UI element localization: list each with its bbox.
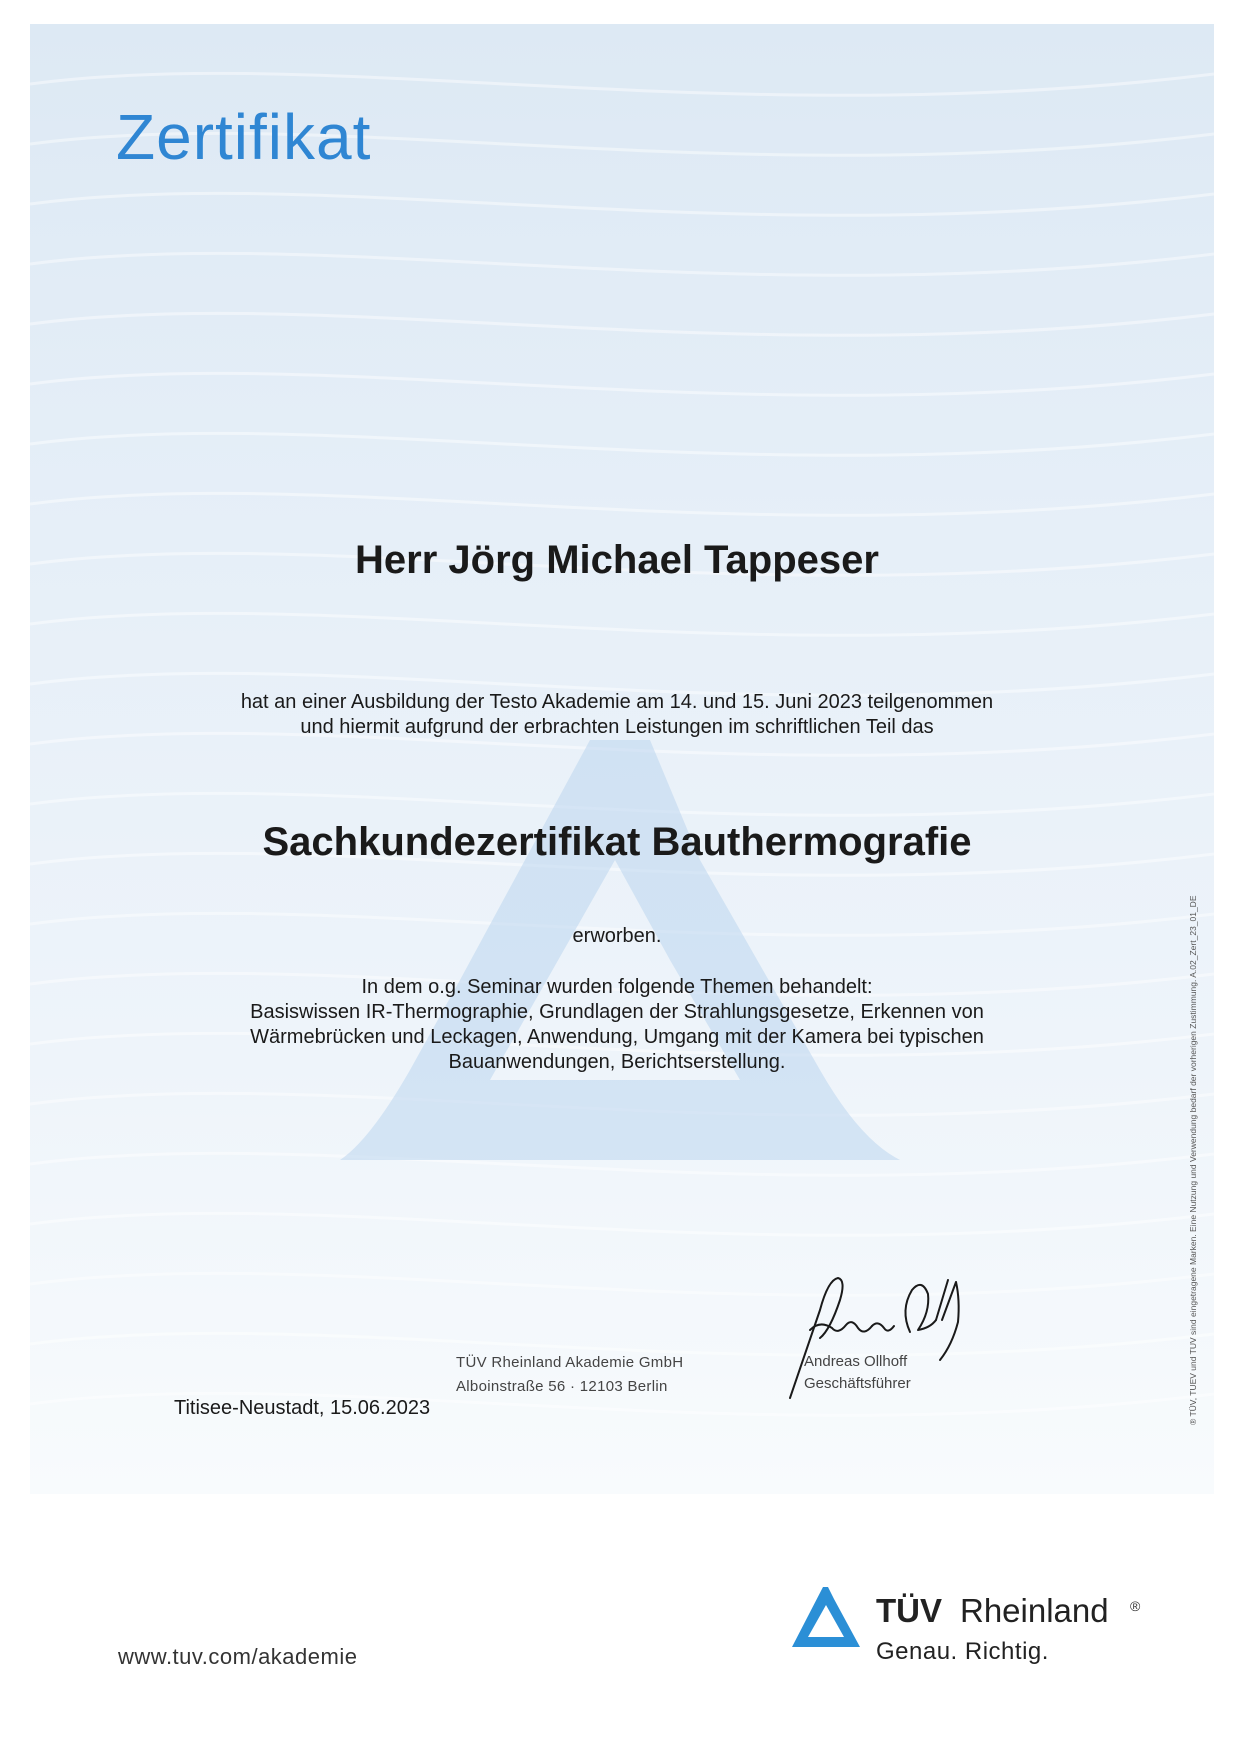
brand-slogan: Genau. Richtig.	[876, 1638, 1049, 1665]
certificate-name: Sachkundezertifikat Bauthermografie	[262, 820, 972, 864]
topics-text	[0, 975, 1234, 1075]
tuv-triangle-watermark-icon	[340, 740, 900, 1180]
registered-mark: ®	[1130, 1598, 1141, 1614]
intro-text	[0, 690, 1234, 740]
topics-intro: In dem o.g. Seminar wurden folgende Themen behandelt:	[361, 976, 873, 998]
recipient-name: Herr Jörg Michael Tappeser	[355, 538, 879, 582]
topics-line: Wärmebrücken und Leckagen, Anwendung, Umgang mit der Kamera bei typischen	[250, 1026, 984, 1048]
brand-name-bold: TÜV	[876, 1592, 942, 1629]
topics-line: Bauanwendungen, Berichtserstellung.	[448, 1051, 786, 1073]
issuer-address: Alboinstraße 56 · 12103 Berlin	[456, 1378, 668, 1395]
certificate-title: Zertifikat	[116, 101, 372, 173]
issuer-organization: TÜV Rheinland Akademie GmbH	[456, 1354, 684, 1371]
signer-block	[804, 1351, 911, 1395]
tuv-triangle-icon	[790, 1585, 862, 1649]
intro-line: hat an einer Ausbildung der Testo Akademie am 14. und 15. Juni 2023 teilgenommen	[240, 691, 994, 713]
signer-name: Andreas Ollhoff	[804, 1353, 908, 1370]
intro-line: und hiermit aufgrund der erbrachten Leistungen im schriftlichen Teil das	[300, 716, 934, 738]
place-date: Titisee-Neustadt, 15.06.2023	[174, 1397, 431, 1419]
topics-line: Basiswissen IR-Thermographie, Grundlagen der Strahlungsgesetze, Erkennen von	[250, 1001, 984, 1023]
website-url: www.tuv.com/akademie	[118, 1644, 358, 1669]
signer-role: Geschäftsführer	[804, 1375, 911, 1392]
acquired-text: erworben.	[572, 925, 662, 947]
trademark-note: ® TÜV, TUEV und TUV sind eingetragene Marken. Eine Nutzung und Verwendung bedarf der vorherigen Zustimmung. A.02_Zert_23_01_DE	[1188, 895, 1198, 1425]
issuer-block	[456, 1351, 683, 1399]
brand-name: Rheinland	[960, 1592, 1109, 1629]
